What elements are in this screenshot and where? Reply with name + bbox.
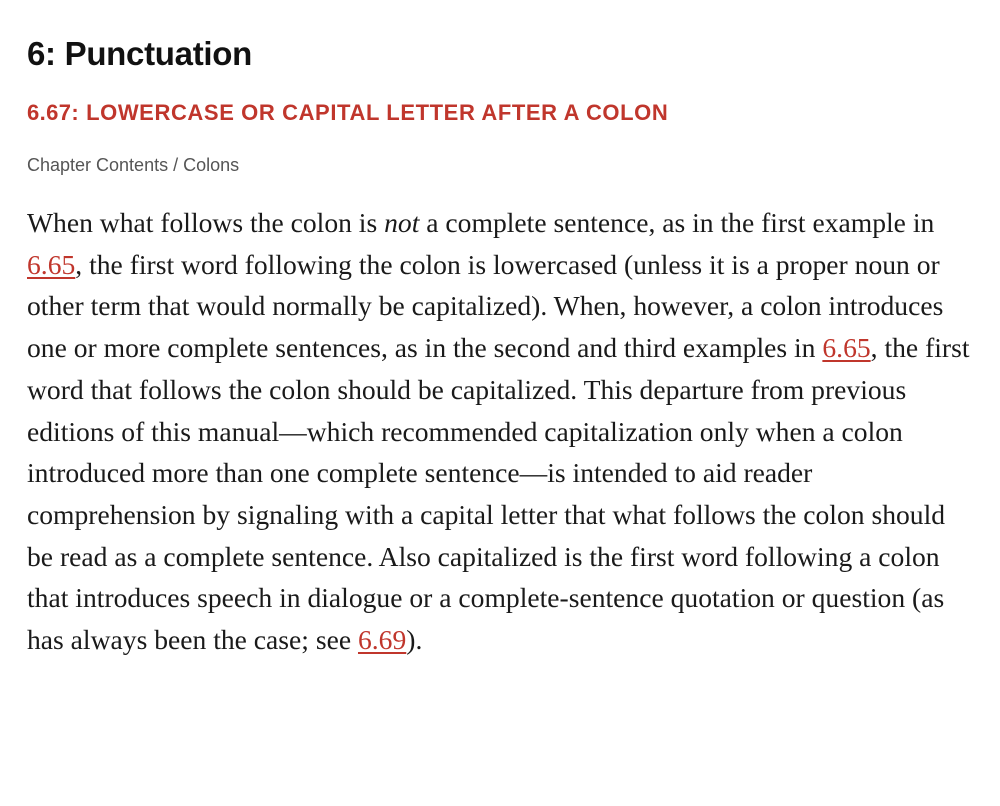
cross-reference-link-6-65-first[interactable]: 6.65 [27, 248, 76, 280]
breadcrumb [27, 152, 976, 178]
body-paragraph [27, 202, 976, 661]
section-number: 6.67 [27, 100, 72, 125]
paragraph-text: ). [406, 624, 423, 656]
breadcrumb-colons-link[interactable]: Colons [183, 155, 240, 175]
breadcrumb-chapter-contents-link[interactable]: Chapter Contents [27, 155, 169, 175]
paragraph-text: a complete sentence, as in the first example in [419, 207, 935, 238]
paragraph-text: When what follows the colon is [27, 207, 385, 238]
paragraph-text: , the first word following the colon is lowercased (unless it is a proper noun or other term that would normally be capitalized). When, however, a colon introduces one or more complete sentences, as in the second and third examples in [27, 248, 944, 364]
section-number-separator: : [71, 100, 87, 125]
cross-reference-link-6-69[interactable]: 6.69 [357, 624, 407, 656]
paragraph-emphasis: not [384, 207, 420, 238]
cross-reference-link-6-65-second[interactable]: 6.65 [822, 332, 871, 364]
section-heading [27, 98, 976, 128]
section-title: LOWERCASE OR CAPITAL LETTER AFTER A COLON [86, 100, 669, 125]
chapter-title: 6: Punctuation [27, 35, 252, 72]
paragraph-text: , the first word that follows the colon should be capitalized. This departure from previous editions of this manual—which recommended capitalization only when a colon introduced more than one complete sentence—is intended to aid reader comprehension by signaling with a capital letter that what follows the colon should be read as a complete sentence. Also capitalized is the first word following a colon that introduces speech in dialogue or a complete-sentence quotation or question (as has always been the case; see [27, 332, 970, 656]
breadcrumb-separator: / [168, 155, 184, 175]
